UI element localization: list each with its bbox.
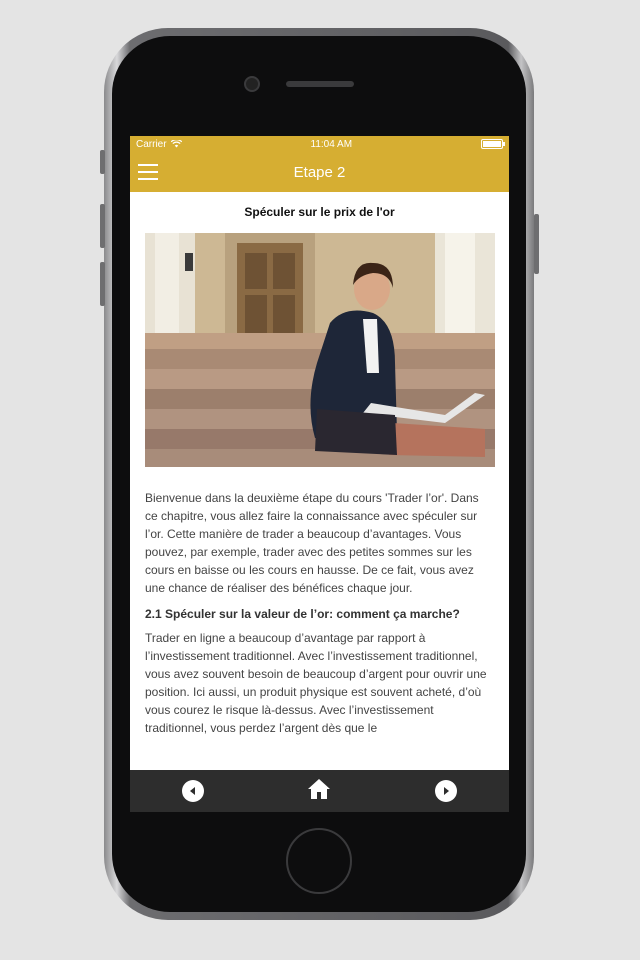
app-screen (130, 136, 509, 812)
page-title: Etape 2 (293, 163, 346, 181)
wifi-icon (171, 140, 182, 148)
battery-icon (481, 139, 503, 149)
businesswoman-photo-illustration (145, 233, 495, 467)
earpiece-speaker (286, 81, 354, 87)
section-body-paragraph: Trader en ligne a beaucoup d’avantage par rapport à l’investissement traditionnel. Avec l’investissement traditionnel, vous avez souvent besoin de beaucoup d’argent pour ouvrir une position. Ici aussi, un produit physique est souvent acheté, d’où vous courez le risque là-dessus. Avec l’investissement traditionnel, vous perdez l’argent dès que le (145, 631, 487, 735)
section-title: 2.1 Spéculer sur la valeur de l’or: comment ça marche? (145, 607, 460, 621)
hamburger-menu-icon[interactable] (138, 164, 158, 180)
volume-down-button (100, 262, 105, 306)
home-icon (307, 778, 331, 800)
home-hardware-button[interactable] (286, 828, 352, 894)
home-button[interactable] (307, 778, 331, 805)
arrow-left-icon (187, 785, 199, 797)
next-button[interactable] (435, 780, 457, 802)
bottom-nav-bar (130, 770, 509, 812)
arrow-right-icon (440, 785, 452, 797)
clock: 11:04 AM (310, 138, 353, 150)
front-camera (244, 76, 260, 92)
power-button (534, 214, 539, 274)
nav-bar (130, 152, 509, 192)
article-image (145, 233, 495, 467)
status-bar (130, 136, 509, 152)
mute-switch (100, 150, 105, 174)
article-content[interactable] (130, 192, 509, 770)
article-heading: Spéculer sur le prix de l'or (244, 205, 395, 219)
previous-button[interactable] (182, 780, 204, 802)
carrier-label: Carrier (136, 138, 167, 150)
intro-paragraph: Bienvenue dans la deuxième étape du cours 'Trader l’or'. Dans ce chapitre, vous allez faire la connaissance avec spéculer sur l’or. Cette manière de trader a beaucoup d’avantages. Vous pouvez, par exemple, trader avec des petites sommes sur les cours en baisse ou les cours en hausse. De ce fait, vous avez une chance de réaliser des bénéfices chaque jour. (145, 491, 479, 595)
volume-up-button (100, 204, 105, 248)
